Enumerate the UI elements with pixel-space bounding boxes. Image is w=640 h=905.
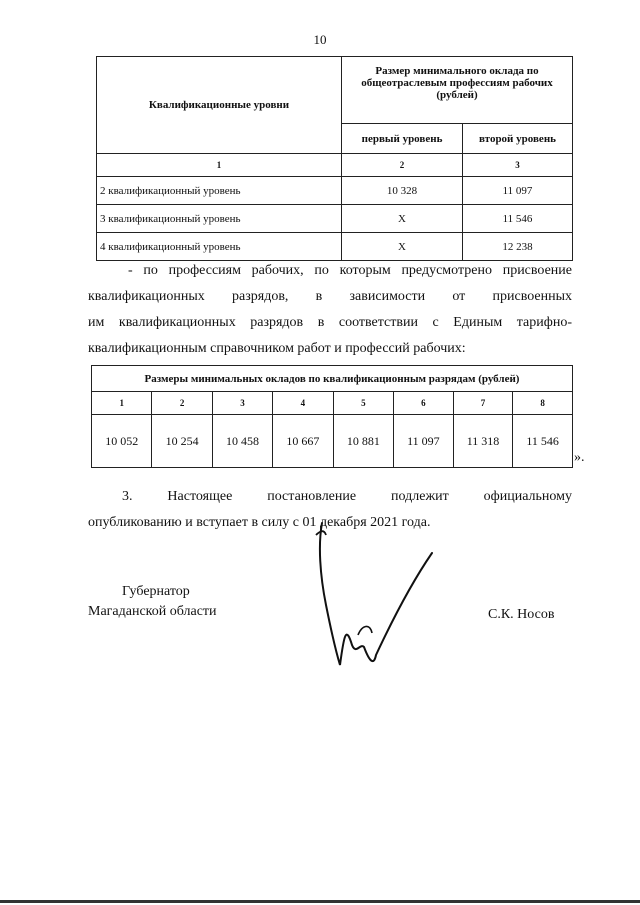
grade-number: 4 xyxy=(273,392,333,415)
second-level-value: 12 238 xyxy=(463,233,573,261)
paragraph-line: квалификационных разрядов, в зависимости от присвоенных xyxy=(88,289,572,304)
table-row xyxy=(97,177,573,205)
grades-table-title: Размеры минимальных окладов по квалификационным разрядам (рублей) xyxy=(92,366,573,392)
column-number: 2 xyxy=(342,154,463,177)
table-row xyxy=(97,205,573,233)
paragraph-line: им квалификационных разрядов в соответствии с Единым тарифно- xyxy=(88,315,572,330)
clause-line: опубликованию и вступает в силу с 01 декабря 2021 года. xyxy=(88,515,431,530)
workers-paragraph xyxy=(88,258,572,362)
signatory-title-line: Губернатор xyxy=(122,584,190,599)
handwritten-signature xyxy=(300,515,450,680)
grade-salary-value: 10 881 xyxy=(333,415,393,468)
grade-number-row xyxy=(92,392,573,415)
grade-number: 8 xyxy=(513,392,573,415)
grade-number: 2 xyxy=(152,392,212,415)
column-number-row xyxy=(97,154,573,177)
signatory-title-line: Магаданской области xyxy=(88,604,217,619)
first-level-value: Х xyxy=(342,233,463,261)
grade-number: 6 xyxy=(394,392,454,415)
header-first-level: первый уровень xyxy=(342,124,463,154)
grade-salary-value: 10 052 xyxy=(92,415,152,468)
qualification-levels-table xyxy=(96,56,573,261)
salary-grades-table xyxy=(91,365,573,468)
grade-salary-value: 10 458 xyxy=(212,415,272,468)
grade-value-row xyxy=(92,415,573,468)
first-level-value: 10 328 xyxy=(342,177,463,205)
grade-number: 5 xyxy=(333,392,393,415)
grade-salary-value: 11 318 xyxy=(453,415,513,468)
grade-number: 7 xyxy=(453,392,513,415)
header-second-level: второй уровень xyxy=(463,124,573,154)
table-row xyxy=(97,233,573,261)
paragraph-line: квалификационным справочником работ и профессий рабочих: xyxy=(88,341,466,356)
header-min-salary: Размер минимального оклада по общеотраслевым профессиям рабочих (рублей) xyxy=(342,57,573,124)
column-number: 3 xyxy=(463,154,573,177)
grade-number: 3 xyxy=(212,392,272,415)
level-name: 2 квалификационный уровень xyxy=(97,177,342,205)
level-name: 3 квалификационный уровень xyxy=(97,205,342,233)
paragraph-line: - по профессиям рабочих, по которым предусмотрено присвоение xyxy=(128,263,572,278)
second-level-value: 11 097 xyxy=(463,177,573,205)
grade-salary-value: 10 667 xyxy=(273,415,333,468)
level-name: 4 квалификационный уровень xyxy=(97,233,342,261)
page-number: 10 xyxy=(313,32,327,47)
signatory-name: С.К. Носов xyxy=(488,607,555,622)
grade-salary-value: 11 546 xyxy=(513,415,573,468)
grade-salary-value: 11 097 xyxy=(394,415,454,468)
grade-salary-value: 10 254 xyxy=(152,415,212,468)
first-level-value: Х xyxy=(342,205,463,233)
clause-line: 3. Настоящее постановление подлежит официальному xyxy=(122,489,572,504)
signatory-title xyxy=(88,582,217,622)
second-level-value: 11 546 xyxy=(463,205,573,233)
closing-quote: ». xyxy=(574,450,585,465)
column-number: 1 xyxy=(97,154,342,177)
page-bottom-rule xyxy=(0,900,640,903)
grade-number: 1 xyxy=(92,392,152,415)
header-qualification-levels: Квалификационные уровни xyxy=(97,57,342,154)
